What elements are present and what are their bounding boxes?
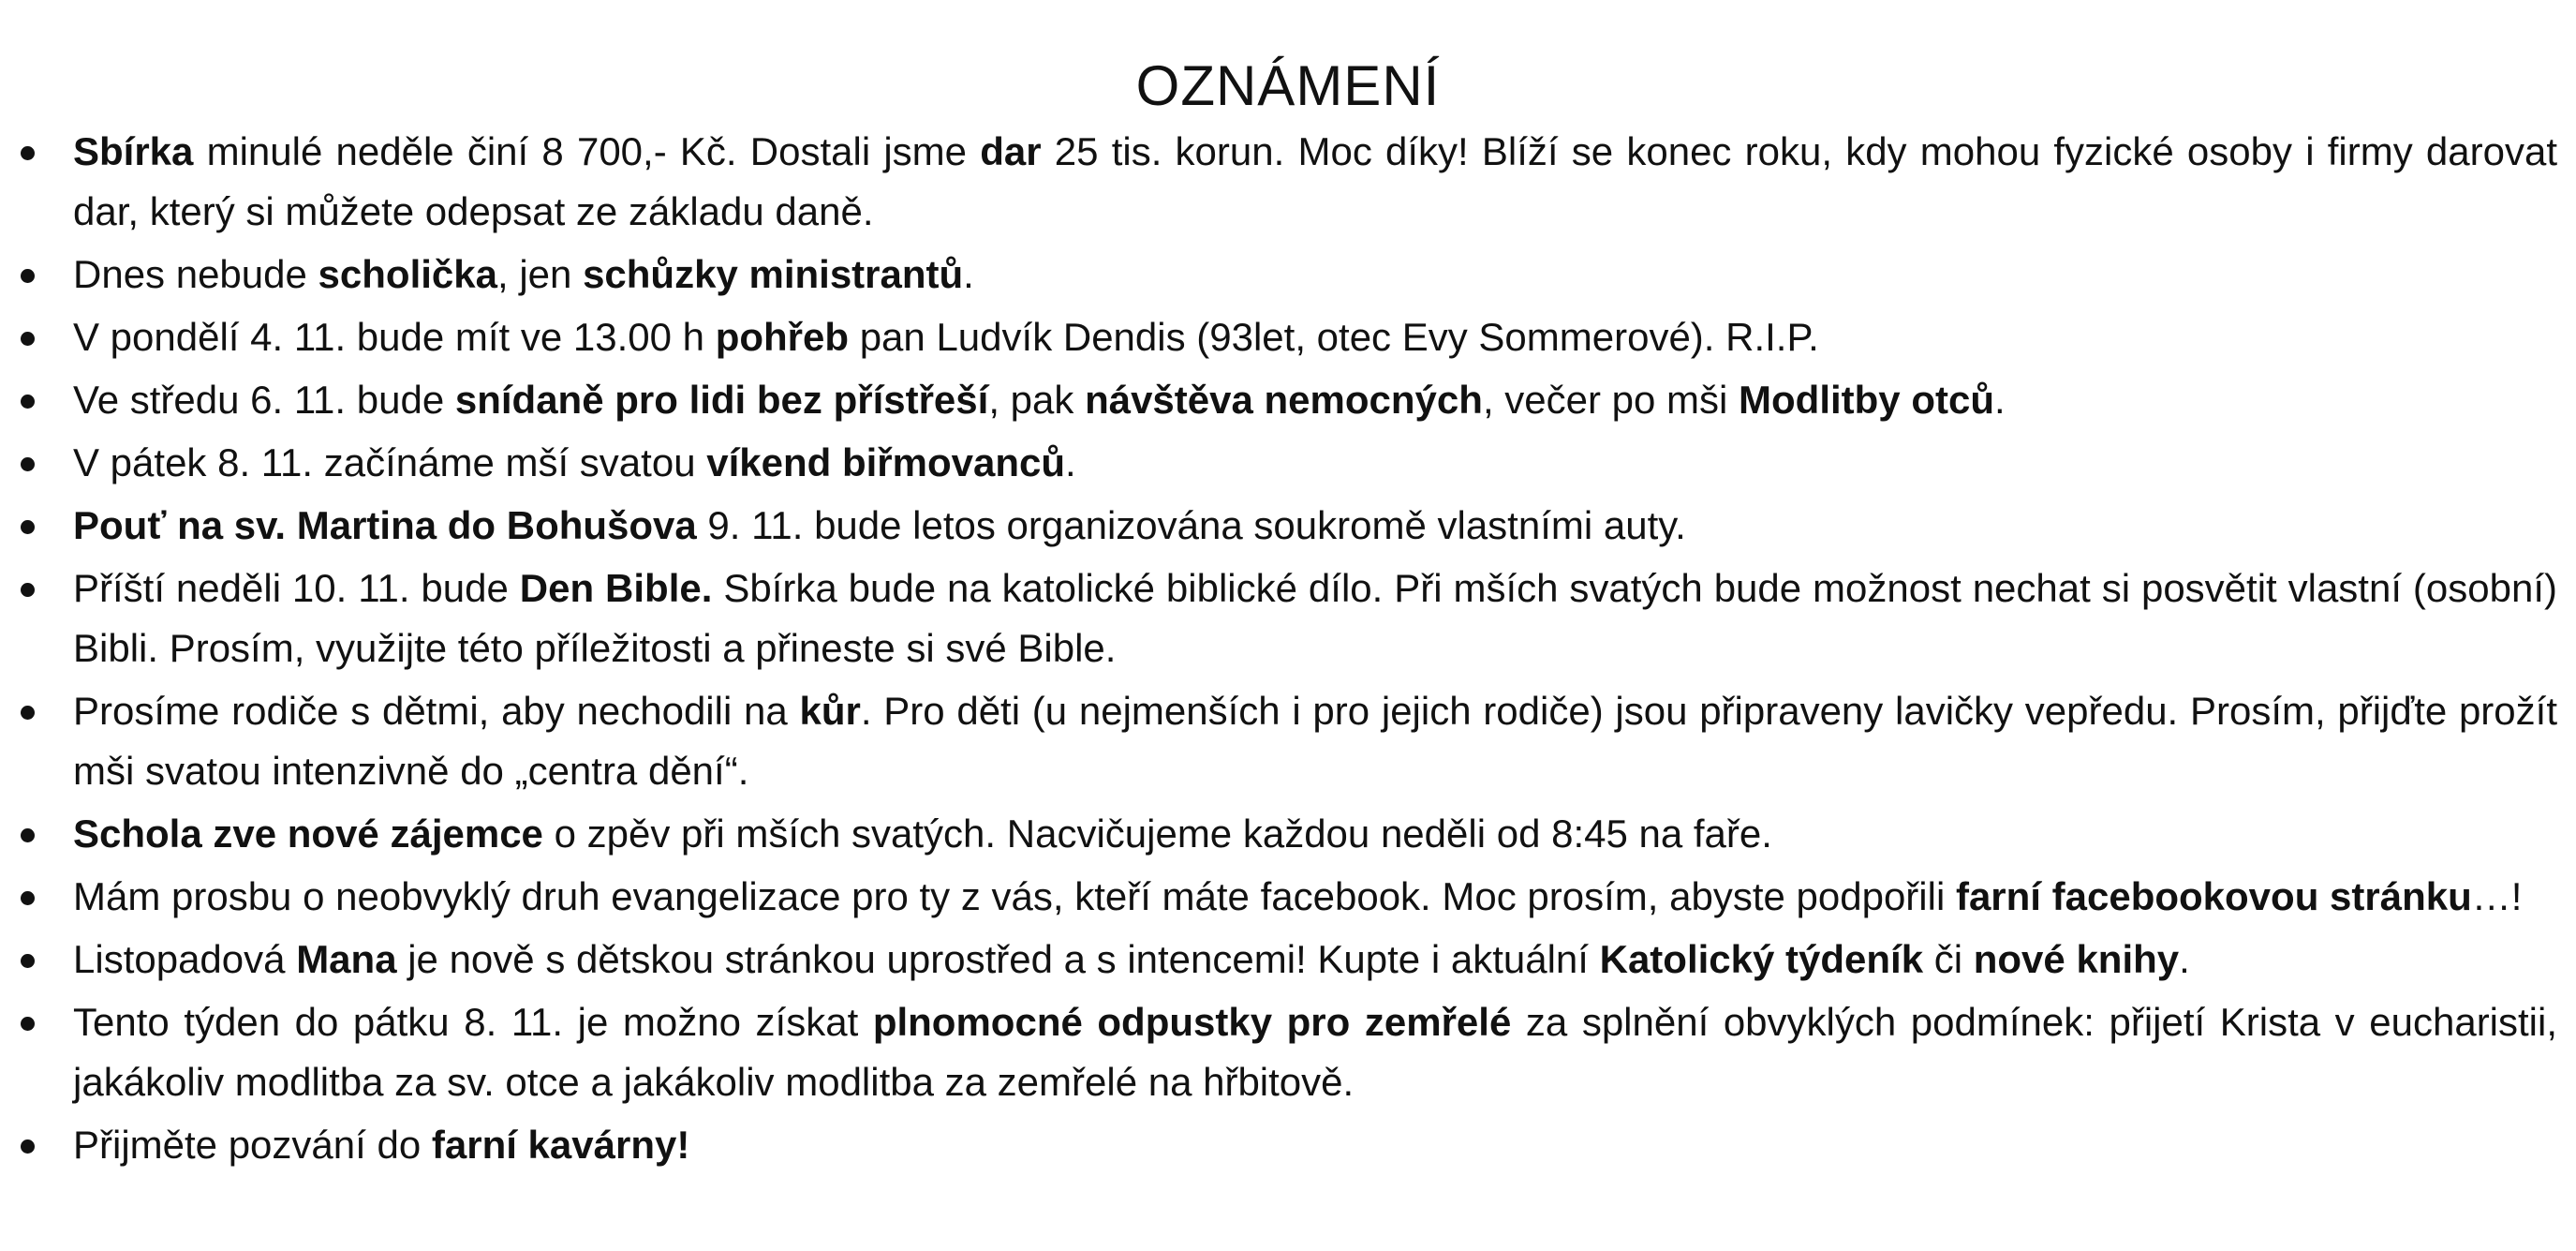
announcement-text: V pondělí 4. 11. bude mít ve 13.00 h <box>73 315 716 359</box>
announcement-bold-text: návštěva nemocných <box>1085 378 1483 422</box>
announcement-item <box>0 930 2557 990</box>
announcement-item <box>0 804 2557 864</box>
announcement-bold-text: farní facebookovou stránku <box>1955 874 2472 918</box>
announcement-text: je nově s dětskou stránkou uprostřed a s intencemi! Kupte i aktuální <box>396 937 1600 981</box>
announcement-list <box>0 122 2576 1178</box>
announcement-item <box>0 307 2557 367</box>
bullet-icon <box>21 828 35 842</box>
page-title: OZNÁMENÍ <box>1135 54 1441 118</box>
announcement-bold-text: snídaně pro lidi bez přístřeší <box>454 378 989 422</box>
announcement-bold-text: Den Bible. <box>519 566 713 610</box>
announcement-text: Dnes nebude <box>73 252 318 296</box>
announcement-text: , pak <box>988 378 1086 422</box>
announcement-text: . <box>2179 937 2190 981</box>
announcement-item <box>0 867 2557 927</box>
bullet-icon <box>21 146 35 160</box>
announcement-text: Příští neděli 10. 11. bude <box>73 566 520 610</box>
bullet-icon <box>21 395 35 409</box>
announcement-bold-text: Schola zve nové zájemce <box>73 812 543 856</box>
announcement-bold-text: nové knihy <box>1973 937 2180 981</box>
announcement-text: za splnění obvyklých podmínek: přijetí Krista v eucharistii, jakákoliv modlitba za sv. otce a jakákoliv modlitba za zemřelé na hřbitově. <box>73 1000 2558 1104</box>
bullet-icon <box>21 1139 35 1154</box>
announcement-item <box>0 1115 2557 1175</box>
announcement-item <box>0 558 2557 678</box>
announcement-text: Tento týden do pátku 8. 11. je možno získat <box>73 1000 873 1044</box>
announcement-text: 9. 11. bude letos organizována soukromě vlastními auty. <box>696 503 1686 547</box>
announcement-item <box>0 370 2557 430</box>
announcement-bold-text: farní kavárny! <box>431 1123 690 1167</box>
announcement-bold-text: schůzky ministrantů <box>583 252 964 296</box>
bullet-icon <box>21 1017 35 1031</box>
announcement-text: V pátek 8. 11. začínáme mší svatou <box>73 440 707 484</box>
announcement-text: Sbírka bude na katolické biblické dílo. Při mších svatých bude možnost nechat si posvětit vlastní (osobní) Bibli. Prosím, využijte této příležitosti a přineste si své Bible. <box>73 566 2557 670</box>
announcement-bold-text: dar <box>980 129 1042 173</box>
announcement-bold-text: Pouť na sv. Martina do Bohušova <box>73 503 697 547</box>
bullet-icon <box>21 954 35 968</box>
announcement-item <box>0 992 2557 1112</box>
bullet-icon <box>21 520 35 534</box>
announcement-text: či <box>1923 937 1974 981</box>
announcement-item <box>0 433 2557 493</box>
announcement-bold-text: kůr <box>799 689 861 733</box>
announcement-text: minulé neděle činí 8 700,- Kč. Dostali jsme <box>193 129 981 173</box>
announcement-bold-text: víkend biřmovanců <box>706 440 1066 484</box>
announcement-item <box>0 496 2557 556</box>
bullet-icon <box>21 706 35 720</box>
announcement-text: Mám prosbu o neobvyklý druh evangelizace pro ty z vás, kteří máte facebook. Moc prosím, abyste podpořili <box>73 874 1956 918</box>
announcement-text: Přijměte pozvání do <box>73 1123 432 1167</box>
announcement-item <box>0 122 2557 242</box>
announcement-bold-text: pohřeb <box>715 315 850 359</box>
bullet-icon <box>21 457 35 471</box>
announcement-text: . Pro děti (u nejmenších i pro jejich rodiče) jsou připraveny lavičky vepředu. Prosím, přijďte prožít mši svatou intenzivně do „centra dění“. <box>73 689 2557 793</box>
announcement-bold-text: Modlitby otců <box>1739 378 1994 422</box>
announcement-text: . <box>1994 378 2006 422</box>
announcement-bold-text: plnomocné odpustky pro zemřelé <box>872 1000 1512 1044</box>
announcement-text: 25 tis. korun. Moc díky! Blíží se konec roku, kdy mohou fyzické osoby i firmy darovat dar, který si můžete odepsat ze základu daně. <box>73 129 2557 233</box>
announcement-text: Ve středu 6. 11. bude <box>73 378 455 422</box>
bullet-icon <box>21 583 35 597</box>
announcement-text: pan Ludvík Dendis (93let, otec Evy Sommerové). R.I.P. <box>849 315 1819 359</box>
announcement-item <box>0 245 2557 305</box>
announcement-text: , jen <box>497 252 584 296</box>
bullet-icon <box>21 269 35 283</box>
announcement-bold-text: scholička <box>318 252 497 296</box>
announcement-bold-text: Katolický týdeník <box>1599 937 1924 981</box>
announcement-text: . <box>1065 440 1076 484</box>
announcement-text: o zpěv při mších svatých. Nacvičujeme každou neděli od 8:45 na faře. <box>542 812 1772 856</box>
announcement-item <box>0 681 2557 801</box>
announcement-text: …! <box>2471 874 2523 918</box>
announcement-text: , večer po mši <box>1482 378 1740 422</box>
announcement-text: Prosíme rodiče s dětmi, aby nechodili na <box>73 689 800 733</box>
bullet-icon <box>21 332 35 346</box>
announcement-bold-text: Mana <box>296 937 397 981</box>
bullet-icon <box>21 891 35 905</box>
announcement-bold-text: Sbírka <box>73 129 194 173</box>
announcement-text: . <box>963 252 974 296</box>
announcement-text: Listopadová <box>73 937 297 981</box>
